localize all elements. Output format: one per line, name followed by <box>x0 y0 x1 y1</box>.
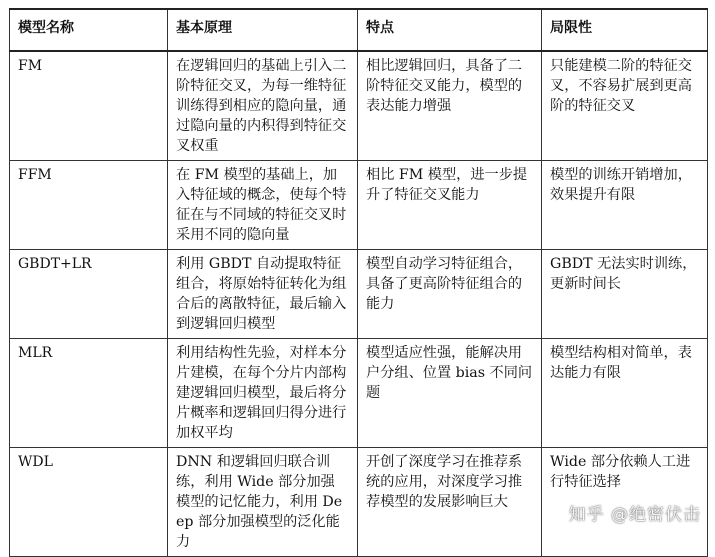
cell-feature: 相比 FM 模型，进一步提升了特征交叉能力 <box>358 161 542 250</box>
cell-model: WDL <box>10 448 168 557</box>
zhihu-watermark: 知乎 @绝密伏击 <box>568 505 701 525</box>
cell-principle: 利用 GBDT 自动提取特征组合，将原始特征转化为组合后的离散特征，最后输入到逻辑回归模型 <box>168 250 358 339</box>
header-row <box>10 9 708 51</box>
table-row <box>10 161 708 250</box>
cell-feature: 模型适应性强，能解决用户分组、位置 bias 不同问题 <box>358 339 542 448</box>
cell-model: FM <box>10 51 168 161</box>
cell-principle: 在逻辑回归的基础上引入二阶特征交叉，为每一维特征训练得到相应的隐向量，通过隐向量的内积得到特征交叉权重 <box>168 51 358 161</box>
table-row <box>10 339 708 448</box>
header-principle: 基本原理 <box>168 9 358 51</box>
cell-feature: 开创了深度学习在推荐系统的应用，对深度学习推荐模型的发展影响巨大 <box>358 448 542 557</box>
cell-limitation: 只能建模二阶的特征交叉，不容易扩展到更高阶的特征交叉 <box>542 51 708 161</box>
cell-limitation: GBDT 无法实时训练，更新时间长 <box>542 250 708 339</box>
header-feature: 特点 <box>358 9 542 51</box>
cell-limitation: 模型结构相对简单，表达能力有限 <box>542 339 708 448</box>
header-limitation: 局限性 <box>542 9 708 51</box>
cell-limitation: Wide 部分依赖人工进行特征选择 <box>542 448 708 557</box>
cell-principle: 在 FM 模型的基础上，加入特征域的概念，使每个特征在与不同域的特征交叉时采用不同的隐向量 <box>168 161 358 250</box>
table-row <box>10 250 708 339</box>
cell-feature: 相比逻辑回归，具备了二阶特征交叉能力，模型的表达能力增强 <box>358 51 542 161</box>
header-model-name: 模型名称 <box>10 9 168 51</box>
table-row <box>10 51 708 161</box>
model-comparison-table <box>9 8 708 557</box>
cell-model: FFM <box>10 161 168 250</box>
cell-limitation: 模型的训练开销增加，效果提升有限 <box>542 161 708 250</box>
cell-feature: 模型自动学习特征组合，具备了更高阶特征组合的能力 <box>358 250 542 339</box>
cell-principle: DNN 和逻辑回归联合训练，利用 Wide 部分加强模型的记忆能力，利用 Deep 部分加强模型的泛化能力 <box>168 448 358 557</box>
cell-model: MLR <box>10 339 168 448</box>
cell-principle: 利用结构性先验，对样本分片建模，在每个分片内部构建逻辑回归模型，最后将分片概率和逻辑回归得分进行加权平均 <box>168 339 358 448</box>
cell-model: GBDT+LR <box>10 250 168 339</box>
